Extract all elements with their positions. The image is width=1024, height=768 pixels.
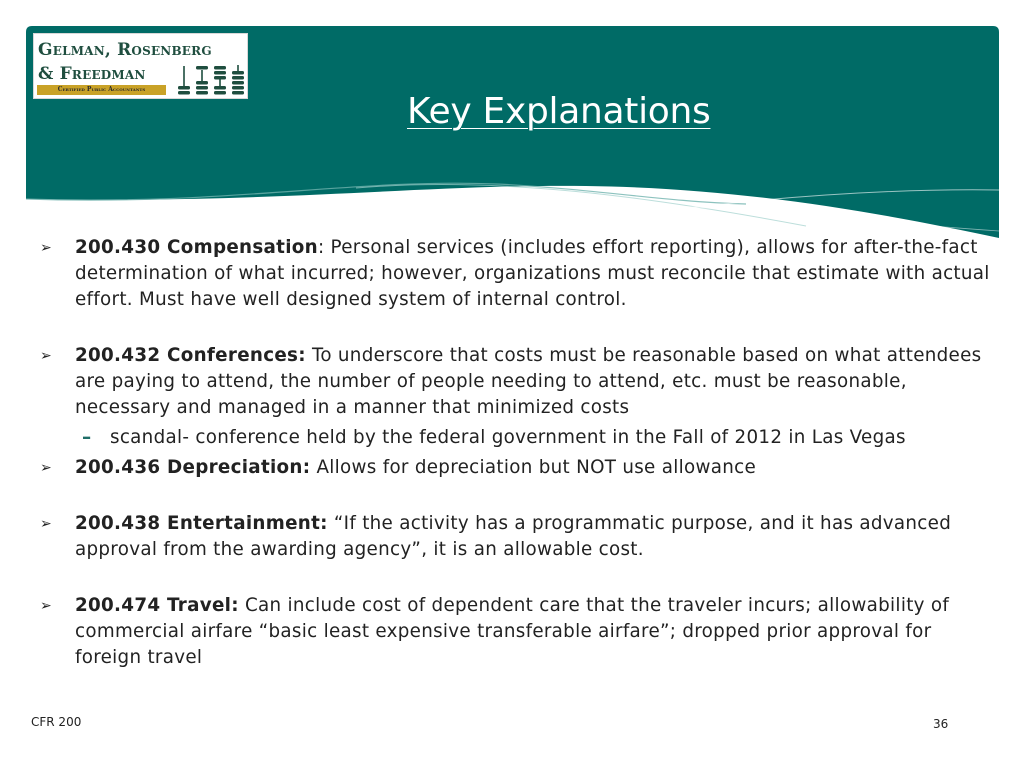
bullet-text: To underscore that costs must be reasonable based on what attendees are paying to attend, the number of people needing to attend, etc. must be reasonable, necessary and managed in a manner that minimized costs [75,345,982,418]
logo-line-1: Gelman, Rosenberg [38,40,212,60]
slide-title: Key Explanations [407,91,711,132]
bullet-heading: 200.436 Depreciation: [75,457,311,478]
logo-line-2: & Freedman [38,64,146,84]
dash-bullet-icon: – [82,427,92,448]
arrow-bullet-icon: ➢ [40,348,53,364]
bullet-heading: 200.432 Conferences: [75,345,306,366]
bullet-heading: 200.430 Compensation [75,237,318,258]
sub-bullet-text: scandal- conference held by the federal government in the Fall of 2012 in Las Vegas [110,427,906,448]
arrow-bullet-icon: ➢ [40,240,53,256]
arrow-bullet-icon: ➢ [40,598,53,614]
sub-bullet-scandal [40,425,1000,451]
arrow-bullet-icon: ➢ [40,516,53,532]
bullet-separator: : [317,237,331,258]
bullet-heading: 200.438 Entertainment: [75,513,328,534]
bullet-depreciation [40,455,1000,481]
bullet-text: Personal services (includes effort reporting), allows for after-the-fact determination of what incurred; however, organizations must reconcile that estimate with actual effort. Must have well designed system of internal control. [75,237,990,310]
bullet-text: Can include cost of dependent care that the traveler incurs; allowability of commercial airfare “basic least expensive transferable airfare”; dropped prior approval for foreign travel [75,595,950,668]
footer-label: CFR 200 [31,715,82,729]
arrow-bullet-icon: ➢ [40,460,53,476]
bullet-list [40,235,1000,671]
logo-tagline: Certified Public Accountants [37,85,166,95]
bullet-conferences [40,343,1000,421]
abacus-icon [176,64,246,96]
bullet-travel [40,593,1000,671]
company-logo [33,33,248,99]
bullet-text: Allows for depreciation but NOT use allowance [316,457,756,478]
bullet-heading: 200.474 Travel: [75,595,239,616]
slide-number: 36 [933,717,949,731]
bullet-compensation [40,235,1000,313]
bullet-text: “If the activity has a programmatic purpose, and it has advanced approval from the awarding agency”, it is an allowable cost. [75,513,952,560]
bullet-entertainment [40,511,1000,563]
